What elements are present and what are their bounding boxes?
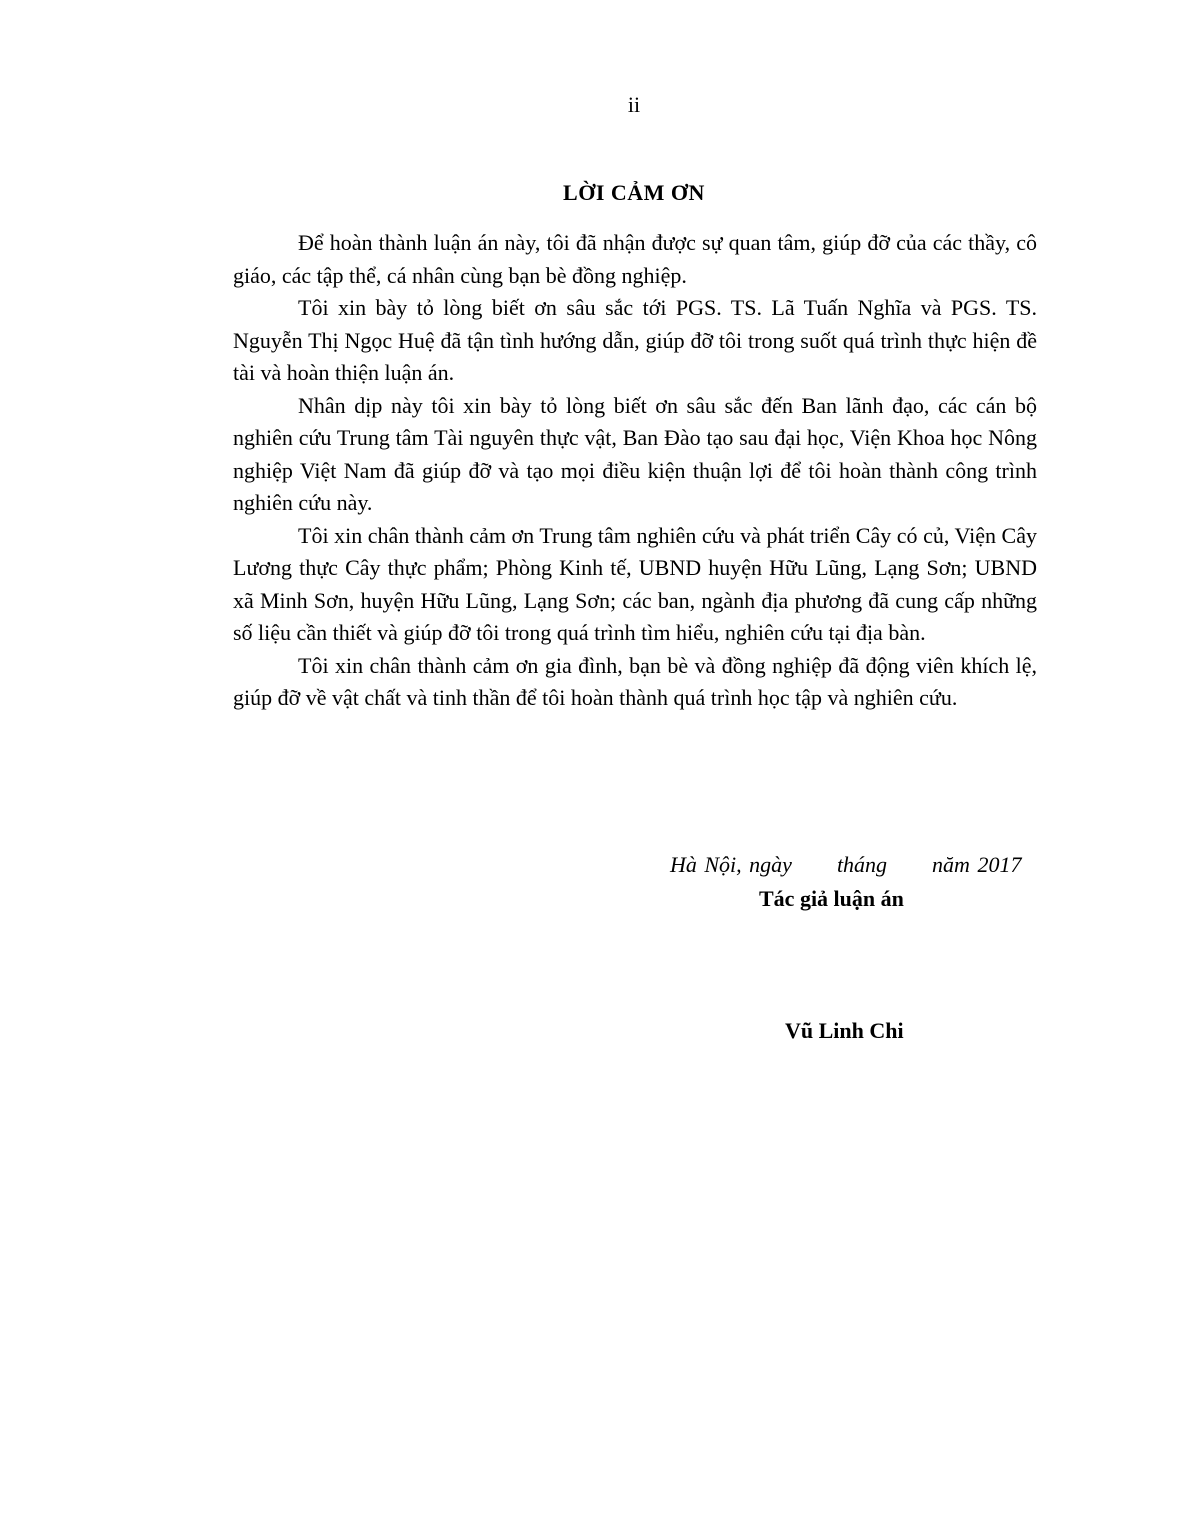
page-title: LỜI CẢM ƠN [563,180,705,205]
page-number: ii [627,92,641,117]
signature-date: Hà Nội, ngày tháng năm 2017 [670,852,1022,877]
acknowledgement-body [233,227,1037,715]
paragraph-1: Để hoàn thành luận án này, tôi đã nhận được sự quan tâm, giúp đỡ của các thầy, cô giáo, các tập thể, cá nhân cùng bạn bè đồng nghiệp. [233,230,1037,288]
signature-name: Vũ Linh Chi [785,1018,904,1043]
paragraph-2: Tôi xin bày tỏ lòng biết ơn sâu sắc tới PGS. TS. Lã Tuấn Nghĩa và PGS. TS. Nguyễn Thị Ngọc Huệ đã tận tình hướng dẫn, giúp đỡ tôi trong suốt quá trình thực hiện đề tài và hoàn thiện luận án. [233,295,1037,385]
paragraph-5: Tôi xin chân thành cảm ơn gia đình, bạn bè và đồng nghiệp đã động viên khích lệ, giúp đỡ về vật chất và tinh thần để tôi hoàn thành quá trình học tập và nghiên cứu. [233,652,1037,710]
paragraph-3: Nhân dịp này tôi xin bày tỏ lòng biết ơn sâu sắc đến Ban lãnh đạo, các cán bộ nghiên cứu Trung tâm Tài nguyên thực vật, Ban Đào tạo sau đại học, Viện Khoa học Nông nghiệp Việt Nam đã giúp đỡ và tạo mọi điều kiện thuận lợi để tôi hoàn thành công trình nghiên cứu này. [233,392,1037,515]
signature-role: Tác giả luận án [759,886,904,911]
paragraph-4: Tôi xin chân thành cảm ơn Trung tâm nghiên cứu và phát triển Cây có củ, Viện Cây Lương thực Cây thực phẩm; Phòng Kinh tế, UBND huyện Hữu Lũng, Lạng Sơn; UBND xã Minh Sơn, huyện Hữu Lũng, Lạng Sơn; các ban, ngành địa phương đã cung cấp những số liệu cần thiết và giúp đỡ tôi trong quá trình tìm hiểu, nghiên cứu tại địa bàn. [233,522,1037,645]
